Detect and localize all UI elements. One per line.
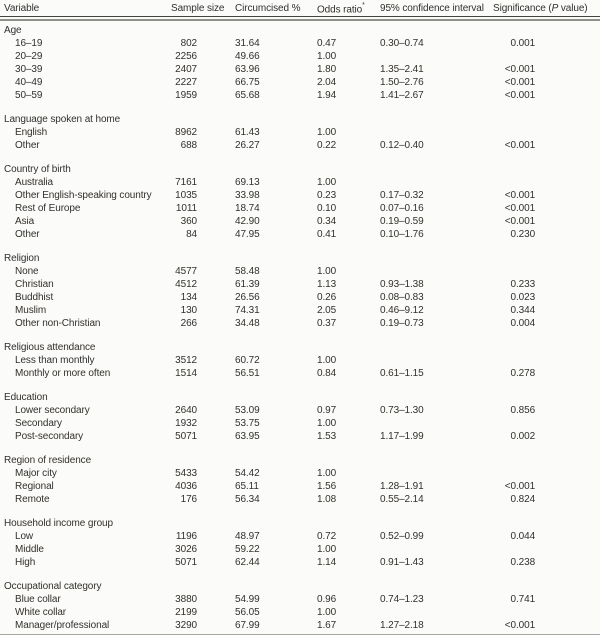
cell-p-value: [493, 50, 600, 63]
cell-sample-size: 84: [186, 229, 197, 240]
cell-circumcised-percent: 26.56: [235, 292, 260, 303]
cell-confidence-interval: [380, 467, 493, 480]
cell-variable: Other English-speaking country: [15, 190, 152, 201]
cell-sample-size: 8962: [175, 127, 197, 138]
cell-circumcised-percent: 54.42: [235, 468, 260, 479]
column-header-significance: [493, 3, 588, 14]
table-row: [0, 430, 600, 443]
cell-p-value: 0.824: [510, 494, 536, 505]
table-row: [0, 176, 600, 189]
cell-odds-ratio: 1.56: [317, 481, 337, 492]
cell-p-value: 0.741: [510, 594, 536, 605]
cell-confidence-interval: 0.07–0.16: [380, 203, 424, 214]
cell-p-value: 0.004: [510, 318, 536, 329]
cell-p-value: [493, 543, 600, 556]
cell-confidence-interval: [380, 417, 493, 430]
cell-confidence-interval: 0.12–0.40: [380, 140, 424, 151]
cell-confidence-interval: 0.52–0.99: [380, 531, 424, 542]
cell-circumcised-percent: 31.64: [235, 38, 260, 49]
cell-odds-ratio: 1.00: [317, 607, 337, 618]
cell-circumcised-percent: 65.11: [235, 481, 259, 492]
table-row: [0, 215, 600, 228]
cell-variable: Post-secondary: [15, 431, 84, 442]
cell-sample-size: 688: [180, 140, 197, 151]
section-header-row: [0, 252, 600, 265]
cell-sample-size: 3512: [175, 355, 197, 366]
cell-odds-ratio: 1.67: [317, 620, 337, 631]
cell-p-value: 0.230: [510, 229, 536, 240]
cell-variable: Rest of Europe: [15, 203, 81, 214]
table-row: [0, 480, 600, 493]
cell-confidence-interval: 0.55–2.14: [380, 494, 424, 505]
cell-confidence-interval: 1.28–1.91: [380, 481, 424, 492]
cell-odds-ratio: 1.14: [317, 557, 337, 568]
section-spacer-cell: [0, 241, 600, 252]
cell-confidence-interval: 0.46–9.12: [380, 305, 424, 316]
cell-confidence-interval: [380, 606, 493, 619]
cell-odds-ratio: 1.00: [317, 468, 337, 479]
significance-p-italic: P: [551, 3, 559, 14]
cell-variable: 50–59: [15, 90, 43, 101]
section-header-row: [0, 580, 600, 593]
cell-circumcised-percent: 69.13: [235, 177, 260, 188]
cell-odds-ratio: 1.00: [317, 355, 337, 366]
cell-variable: Australia: [15, 177, 54, 188]
cell-circumcised-percent: 66.75: [235, 77, 260, 88]
cell-odds-ratio: 0.41: [317, 229, 337, 240]
cell-sample-size: 5433: [175, 468, 197, 479]
cell-sample-size: 2407: [175, 64, 197, 75]
cell-odds-ratio: 2.05: [317, 305, 337, 316]
table-row: [0, 593, 600, 606]
cell-confidence-interval: 1.50–2.76: [380, 77, 424, 88]
cell-odds-ratio: 2.04: [317, 77, 337, 88]
table-row: [0, 63, 600, 76]
section-header-row: [0, 24, 600, 37]
table-row: [0, 37, 600, 50]
cell-variable: 16–19: [15, 38, 43, 49]
cell-confidence-interval: 0.10–1.76: [380, 229, 424, 240]
cell-circumcised-percent: 74.31: [235, 305, 260, 316]
cell-sample-size: 2227: [175, 77, 197, 88]
cell-circumcised-percent: 18.74: [235, 203, 260, 214]
significance-label-prefix: Significance (: [493, 3, 552, 14]
cell-variable: Remote: [15, 494, 50, 505]
cell-circumcised-percent: 63.95: [235, 431, 260, 442]
cell-confidence-interval: 0.19–0.73: [380, 318, 424, 329]
cell-sample-size: 5071: [175, 431, 197, 442]
column-header-confidence-interval: 95% confidence interval: [380, 3, 484, 14]
table-row: [0, 404, 600, 417]
cell-variable: Manager/professional: [15, 620, 110, 631]
cell-variable: 30–39: [15, 64, 43, 75]
data-table: [0, 24, 600, 632]
cell-odds-ratio: 1.80: [317, 64, 337, 75]
cell-sample-size: 2199: [175, 607, 197, 618]
cell-circumcised-percent: 58.48: [235, 266, 260, 277]
cell-variable: White collar: [15, 607, 67, 618]
cell-p-value: 0.023: [510, 292, 536, 303]
cell-sample-size: 4512: [175, 279, 197, 290]
cell-p-value: 0.344: [510, 305, 536, 316]
cell-p-value: <0.001: [504, 140, 536, 151]
table-row: [0, 417, 600, 430]
cell-variable: Asia: [15, 216, 35, 227]
cell-sample-size: 266: [180, 318, 197, 329]
cell-variable: Blue collar: [15, 594, 61, 605]
cell-odds-ratio: 1.08: [317, 494, 337, 505]
cell-confidence-interval: [380, 265, 493, 278]
header-rule-top: [0, 16, 600, 17]
cell-confidence-interval: 0.17–0.32: [380, 190, 424, 201]
cell-odds-ratio: 0.84: [317, 368, 337, 379]
cell-p-value: 0.856: [510, 405, 536, 416]
cell-p-value: 0.002: [510, 431, 536, 442]
section-spacer-cell: [0, 102, 600, 113]
table-row: [0, 228, 600, 241]
cell-circumcised-percent: 53.09: [235, 405, 260, 416]
cell-odds-ratio: 0.47: [317, 38, 337, 49]
cell-sample-size: 176: [180, 494, 197, 505]
cell-circumcised-percent: 59.22: [235, 544, 260, 555]
cell-odds-ratio: 1.13: [317, 279, 337, 290]
cell-confidence-interval: 0.91–1.43: [380, 557, 424, 568]
table-row: [0, 556, 600, 569]
cell-confidence-interval: 0.74–1.23: [380, 594, 424, 605]
cell-sample-size: 1035: [175, 190, 197, 201]
table-row: [0, 530, 600, 543]
table-row: [0, 265, 600, 278]
table-row: [0, 354, 600, 367]
cell-p-value: [493, 467, 600, 480]
cell-confidence-interval: 0.08–0.83: [380, 292, 424, 303]
section-header-row: [0, 113, 600, 126]
cell-p-value: [493, 606, 600, 619]
cell-variable: 20–29: [15, 51, 43, 62]
cell-variable: Middle: [15, 544, 44, 555]
section-spacer-row: [0, 102, 600, 113]
cell-p-value: <0.001: [504, 216, 536, 227]
cell-confidence-interval: 1.35–2.41: [380, 64, 424, 75]
cell-p-value: [493, 265, 600, 278]
cell-confidence-interval: 1.27–2.18: [380, 620, 424, 631]
cell-p-value: 0.044: [510, 531, 536, 542]
cell-variable: Christian: [15, 279, 54, 290]
cell-sample-size: 134: [180, 292, 197, 303]
table-row: [0, 202, 600, 215]
cell-confidence-interval: [380, 543, 493, 556]
cell-confidence-interval: 0.61–1.15: [380, 368, 424, 379]
cell-sample-size: 5071: [175, 557, 197, 568]
table-row: [0, 89, 600, 102]
section-label: Religious attendance: [4, 342, 96, 353]
cell-variable: None: [15, 266, 39, 277]
cell-sample-size: 1011: [175, 203, 197, 214]
table-row: [0, 367, 600, 380]
section-label: Region of residence: [4, 455, 92, 466]
section-label: Occupational category: [4, 581, 102, 592]
table-row: [0, 606, 600, 619]
column-header-variable: Variable: [4, 3, 40, 14]
cell-variable: Other: [15, 229, 40, 240]
cell-circumcised-percent: 56.51: [235, 368, 260, 379]
cell-p-value: 0.233: [510, 279, 536, 290]
cell-variable: 40–49: [15, 77, 43, 88]
section-label: Household income group: [4, 518, 113, 529]
cell-p-value: <0.001: [504, 190, 536, 201]
cell-variable: Monthly or more often: [15, 368, 111, 379]
cell-circumcised-percent: 34.48: [235, 318, 260, 329]
cell-circumcised-percent: 53.75: [235, 418, 260, 429]
table-row: [0, 126, 600, 139]
cell-odds-ratio: 1.00: [317, 418, 337, 429]
cell-odds-ratio: 0.23: [317, 190, 337, 201]
cell-variable: Major city: [15, 468, 57, 479]
cell-sample-size: 360: [180, 216, 197, 227]
cell-circumcised-percent: 63.96: [235, 64, 260, 75]
cell-sample-size: 802: [180, 38, 197, 49]
table-row: [0, 543, 600, 556]
section-header-row: [0, 391, 600, 404]
cell-confidence-interval: 0.30–0.74: [380, 38, 424, 49]
cell-odds-ratio: 1.00: [317, 51, 337, 62]
table-row: [0, 76, 600, 89]
cell-odds-ratio: 0.37: [317, 318, 337, 329]
data-table-body: [0, 24, 600, 632]
cell-p-value: 0.238: [510, 557, 536, 568]
table-row: [0, 493, 600, 506]
cell-circumcised-percent: 60.72: [235, 355, 260, 366]
cell-circumcised-percent: 33.98: [235, 190, 260, 201]
table-row: [0, 467, 600, 480]
section-spacer-row: [0, 506, 600, 517]
section-spacer-row: [0, 380, 600, 391]
section-header-row: [0, 454, 600, 467]
cell-odds-ratio: 0.10: [317, 203, 337, 214]
cell-sample-size: 4577: [175, 266, 197, 277]
table-row: [0, 50, 600, 63]
cell-circumcised-percent: 42.90: [235, 216, 260, 227]
cell-sample-size: 3880: [175, 594, 197, 605]
cell-variable: Other: [15, 140, 40, 151]
cell-sample-size: 2640: [175, 405, 197, 416]
section-label: Education: [4, 392, 48, 403]
cell-sample-size: 1196: [175, 531, 197, 542]
section-spacer-cell: [0, 152, 600, 163]
cell-p-value: <0.001: [504, 77, 536, 88]
table-header-row: [0, 0, 600, 16]
table-row: [0, 278, 600, 291]
column-header-odds-ratio: [317, 3, 365, 15]
cell-odds-ratio: 1.00: [317, 177, 337, 188]
cell-p-value: <0.001: [504, 64, 536, 75]
cell-confidence-interval: [380, 354, 493, 367]
cell-p-value: 0.278: [510, 368, 536, 379]
cell-sample-size: 1959: [175, 90, 197, 101]
table-row: [0, 619, 600, 632]
cell-odds-ratio: 1.00: [317, 127, 337, 138]
cell-odds-ratio: 1.94: [317, 90, 337, 101]
section-label: Country of birth: [4, 164, 71, 175]
cell-circumcised-percent: 48.97: [235, 531, 260, 542]
cell-variable: High: [15, 557, 36, 568]
cell-circumcised-percent: 62.44: [235, 557, 260, 568]
section-header-row: [0, 517, 600, 530]
cell-circumcised-percent: 56.34: [235, 494, 260, 505]
cell-p-value: 0.001: [510, 38, 536, 49]
cell-sample-size: 1932: [175, 418, 197, 429]
cell-sample-size: 4036: [175, 481, 197, 492]
cell-confidence-interval: 1.17–1.99: [380, 431, 424, 442]
section-spacer-row: [0, 569, 600, 580]
section-spacer-cell: [0, 506, 600, 517]
cell-variable: Other non-Christian: [15, 318, 101, 329]
section-spacer-row: [0, 241, 600, 252]
section-spacer-row: [0, 152, 600, 163]
cell-confidence-interval: 1.41–2.67: [380, 90, 424, 101]
section-spacer-cell: [0, 443, 600, 454]
cell-odds-ratio: 1.00: [317, 266, 337, 277]
cell-variable: Low: [15, 531, 34, 542]
cell-p-value: [493, 176, 600, 189]
cell-confidence-interval: [380, 50, 493, 63]
header-rule-bottom: [0, 19, 600, 21]
cell-circumcised-percent: 67.99: [235, 620, 260, 631]
cell-p-value: [493, 354, 600, 367]
cell-odds-ratio: 0.72: [317, 531, 337, 542]
cell-sample-size: 3290: [175, 620, 197, 631]
cell-circumcised-percent: 26.27: [235, 140, 260, 151]
cell-odds-ratio: 0.26: [317, 292, 337, 303]
cell-p-value: [493, 417, 600, 430]
odds-ratio-footnote-marker: *: [362, 2, 365, 9]
cell-p-value: <0.001: [504, 620, 536, 631]
significance-label-suffix: value): [558, 3, 588, 14]
table-row: [0, 291, 600, 304]
cell-variable: Buddhist: [15, 292, 54, 303]
cell-odds-ratio: 1.53: [317, 431, 337, 442]
cell-circumcised-percent: 54.99: [235, 594, 260, 605]
cell-sample-size: 2256: [175, 51, 197, 62]
cell-confidence-interval: 0.19–0.59: [380, 216, 424, 227]
section-header-row: [0, 341, 600, 354]
section-spacer-cell: [0, 569, 600, 580]
section-spacer-row: [0, 330, 600, 341]
cell-odds-ratio: 0.97: [317, 405, 337, 416]
cell-p-value: <0.001: [504, 203, 536, 214]
column-header-sample-size: Sample size: [171, 3, 225, 14]
cell-variable: Less than monthly: [15, 355, 95, 366]
cell-circumcised-percent: 61.39: [235, 279, 260, 290]
table-row: [0, 139, 600, 152]
cell-circumcised-percent: 65.68: [235, 90, 260, 101]
cell-odds-ratio: 0.96: [317, 594, 337, 605]
cell-sample-size: 7161: [175, 177, 197, 188]
cell-odds-ratio: 0.22: [317, 140, 337, 151]
table-row: [0, 317, 600, 330]
cell-confidence-interval: 0.73–1.30: [380, 405, 424, 416]
cell-variable: Secondary: [15, 418, 62, 429]
cell-confidence-interval: 0.93–1.38: [380, 279, 424, 290]
cell-confidence-interval: [380, 126, 493, 139]
section-label: Language spoken at home: [4, 114, 121, 125]
cell-confidence-interval: [380, 176, 493, 189]
column-header-circumcised-percent: Circumcised %: [235, 3, 301, 14]
cell-odds-ratio: 0.34: [317, 216, 337, 227]
cell-circumcised-percent: 56.05: [235, 607, 260, 618]
cell-p-value: <0.001: [504, 481, 536, 492]
cell-sample-size: 130: [180, 305, 197, 316]
section-spacer-row: [0, 443, 600, 454]
table-row: [0, 189, 600, 202]
cell-circumcised-percent: 61.43: [235, 127, 260, 138]
cell-circumcised-percent: 47.95: [235, 229, 260, 240]
odds-ratio-label: Odds ratio: [317, 4, 363, 16]
cell-variable: Muslim: [15, 305, 47, 316]
section-header-row: [0, 163, 600, 176]
cell-variable: Regional: [15, 481, 54, 492]
table-row: [0, 304, 600, 317]
cell-p-value: <0.001: [504, 90, 536, 101]
section-label: Age: [4, 25, 22, 36]
cell-p-value: [493, 126, 600, 139]
section-spacer-cell: [0, 380, 600, 391]
cell-variable: English: [15, 127, 48, 138]
cell-sample-size: 1514: [175, 368, 197, 379]
cell-sample-size: 3026: [175, 544, 197, 555]
cell-variable: Lower secondary: [15, 405, 90, 416]
section-label: Religion: [4, 253, 40, 264]
cell-odds-ratio: 1.00: [317, 544, 337, 555]
cell-circumcised-percent: 49.66: [235, 51, 260, 62]
section-spacer-cell: [0, 330, 600, 341]
